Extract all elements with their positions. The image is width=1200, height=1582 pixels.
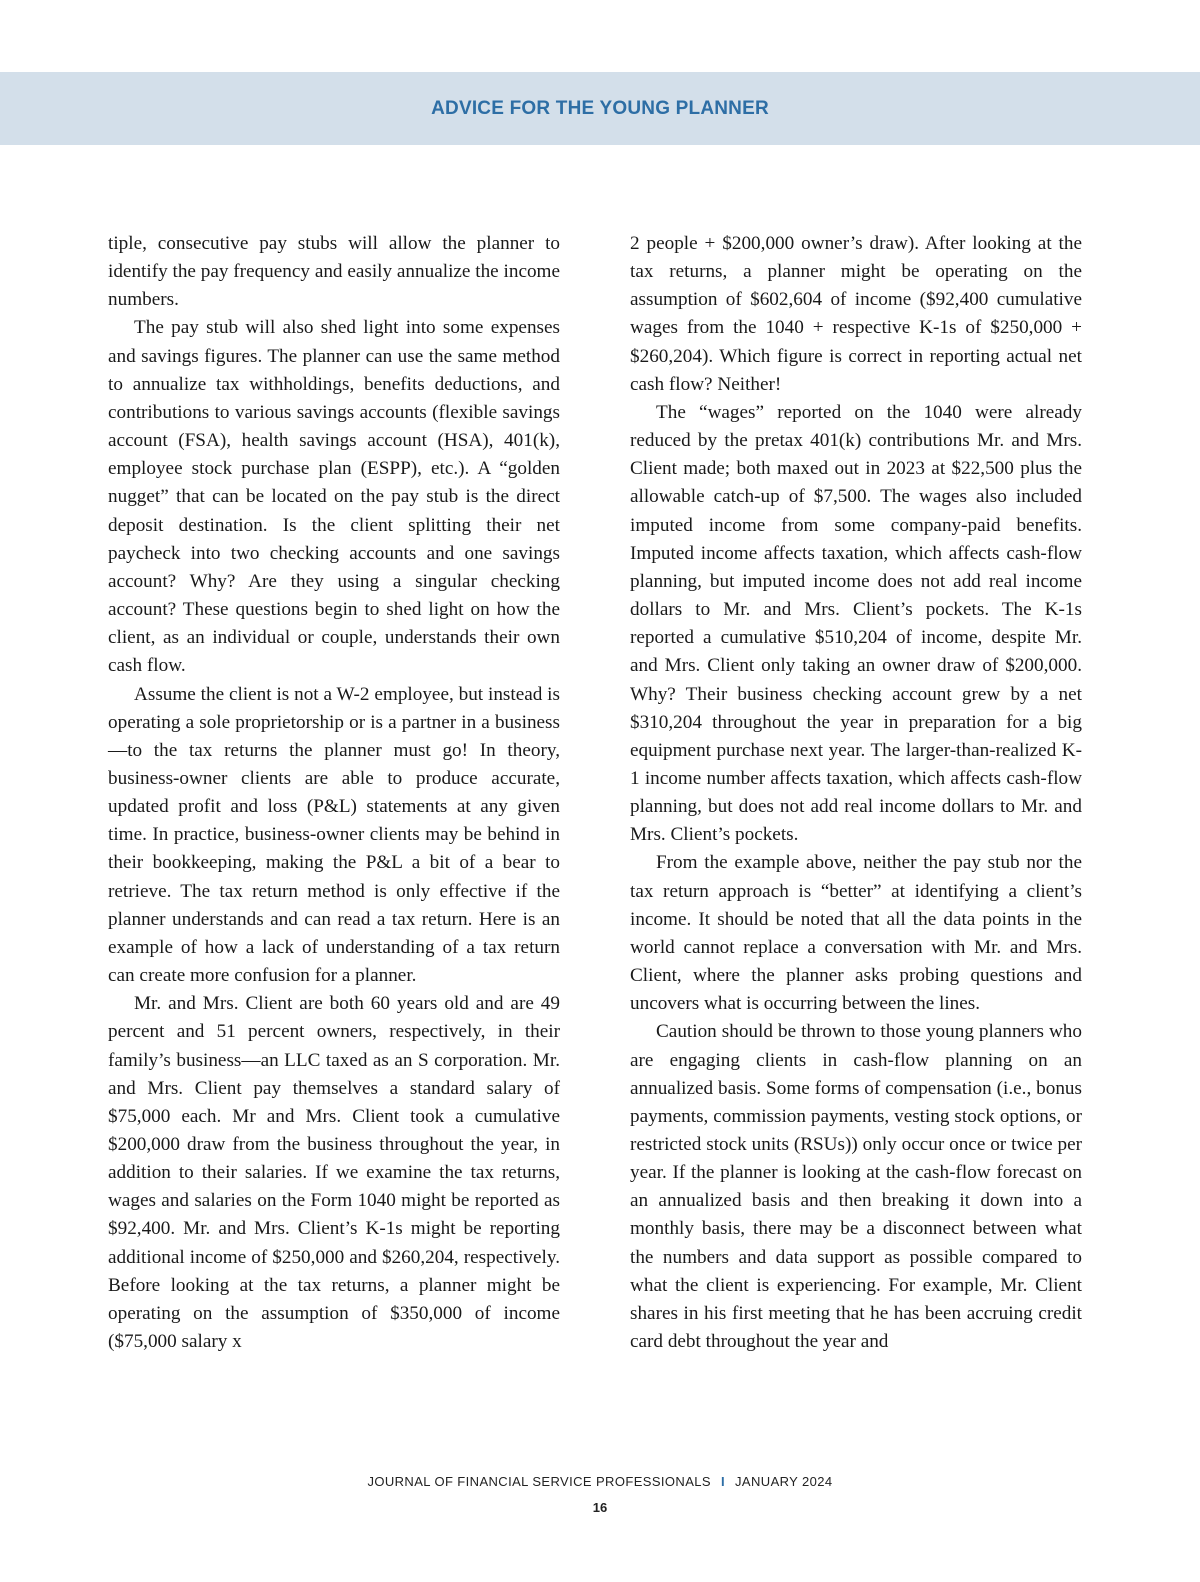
left-column <box>108 230 560 1356</box>
right-column <box>630 230 1082 1356</box>
footer-separator: I <box>721 1474 726 1489</box>
page-number: 16 <box>592 1500 608 1515</box>
paragraph: Assume the client is not a W-2 employee, but instead is operating a sole proprietorship or is a partner in a business—to the tax returns the planner must go! In theory, business-owner clients are able to produce accurate, updated profit and loss (P&L) statements at any given time. In practice, business-owner clients may be behind in their bookkeeping, making the P&L a bit of a bear to retrieve. The tax return method is only effective if the planner understands and can read a tax return. Here is an example of how a lack of understanding of a tax return can create more confusion for a planner. <box>108 683 560 987</box>
issue-date: JANUARY 2024 <box>735 1474 833 1489</box>
section-title: ADVICE FOR THE YOUNG PLANNER <box>431 97 769 119</box>
paragraph: Mr. and Mrs. Client are both 60 years old and are 49 percent and 51 percent owners, respectively, in their family’s business—an LLC taxed as an S corporation. Mr. and Mrs. Client pay themselves a standard salary of $75,000 each. Mr and Mrs. Client took a cumulative $200,000 draw from the business throughout the year, in addition to their salaries. If we examine the tax returns, wages and salaries on the Form 1040 might be reported as $92,400. Mr. and Mrs. Client’s K-1s might be reporting additional income of $250,000 and $260,204, respectively. Before looking at the tax returns, a planner might be operating on the assumption of $350,000 of income ($75,000 salary x <box>108 993 560 1353</box>
paragraph: From the example above, neither the pay stub nor the tax return approach is “better” at identifying a client’s income. It should be noted that all the data points in the world cannot replace a conversation with Mr. and Mrs. Client, where the planner asks probing questions and uncovers what is occurring between the lines. <box>630 852 1082 1015</box>
paragraph: 2 people + $200,000 owner’s draw). After looking at the tax returns, a planner might be operating on the assumption of $602,604 of income ($92,400 cumulative wages from the 1040 + respective K-1s of $250,000 + $260,204). Which figure is correct in reporting actual net cash flow? Neither! <box>630 233 1082 395</box>
page-footer <box>0 1474 1200 1489</box>
paragraph: The “wages” reported on the 1040 were already reduced by the pretax 401(k) contributions Mr. and Mrs. Client made; both maxed out in 2023 at $22,500 plus the allowable catch-up of $7,500. The wages also included imputed income from some company-paid benefits. Imputed income affects taxation, which affects cash-flow planning, but imputed income does not add real income dollars to Mr. and Mrs. Client’s pockets. The K-1s reported a cumulative $510,204 of income, despite Mr. and Mrs. Client only taking an owner draw of $200,000. Why? Their business checking account grew by a net $310,204 throughout the year in preparation for a big equipment purchase next year. The larger-than-realized K-1 income number affects taxation, which affects cash-flow planning, but does not add real income dollars to Mr. and Mrs. Client’s pockets. <box>630 401 1082 846</box>
paragraph: tiple, consecutive pay stubs will allow the planner to identify the pay frequency and easily annualize the income numbers. <box>108 233 560 311</box>
paragraph: Caution should be thrown to those young planners who are engaging clients in cash-flow planning on an annualized basis. Some forms of compensation (i.e., bonus payments, commission payments, vesting stock options, or restricted stock units (RSUs)) only occur once or twice per year. If the planner is looking at the cash-flow forecast on an annualized basis and then breaking it down into a monthly basis, there may be a disconnect between what the numbers and data support as possible compared to what the client is experiencing. For example, Mr. Client shares in his first meeting that he has been accruing credit card debt throughout the year and <box>630 1021 1082 1353</box>
journal-name: JOURNAL OF FINANCIAL SERVICE PROFESSIONALS <box>367 1474 711 1489</box>
header-band <box>0 72 1200 145</box>
paragraph: The pay stub will also shed light into some expenses and savings figures. The planner can use the same method to annualize tax withholdings, benefits deductions, and contributions to various savings accounts (flexible savings account (FSA), health savings account (HSA), 401(k), employee stock purchase plan (ESPP), etc.). A “golden nugget” that can be located on the pay stub is the direct deposit destination. Is the client splitting their net paycheck into two checking accounts and one savings account? Why? Are they using a singular checking account? These questions begin to shed light on how the client, as an individual or couple, understands their own cash flow. <box>108 317 560 677</box>
